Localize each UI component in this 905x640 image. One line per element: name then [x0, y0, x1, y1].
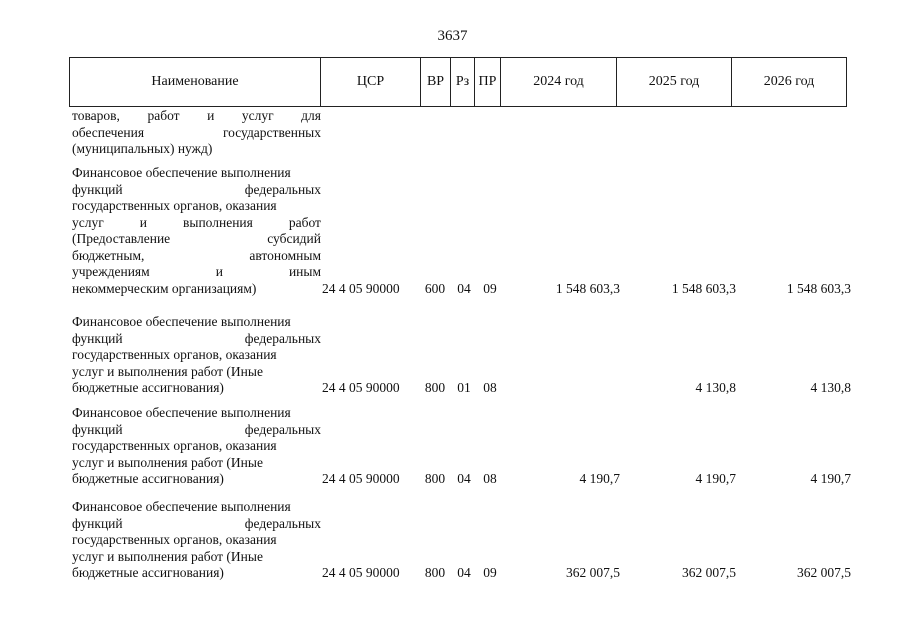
header-pr: ПР — [475, 58, 501, 107]
row-2025: 4 190,7 — [695, 471, 736, 486]
row-csr: 24 4 05 90000 — [322, 380, 400, 395]
row-2025: 362 007,5 — [682, 565, 736, 580]
row-2025: 4 130,8 — [695, 380, 736, 395]
row-rz: 01 — [457, 380, 471, 395]
row-csr: 24 4 05 90000 — [322, 471, 400, 486]
header-vr: ВР — [421, 58, 451, 107]
header-name: Наименование — [70, 58, 321, 107]
page-number: 3637 — [437, 28, 468, 44]
row-pr: 09 — [483, 280, 497, 296]
row-pr: 08 — [483, 471, 497, 486]
row-2024: 362 007,5 — [566, 565, 620, 580]
row-vr: 800 — [424, 471, 446, 486]
row-rz: 04 — [457, 565, 471, 580]
row-2026: 4 130,8 — [810, 380, 851, 395]
row-2024: 4 190,7 — [579, 471, 620, 486]
row-csr: 24 4 05 90000 — [322, 280, 400, 296]
row-2024: 1 548 603,3 — [555, 280, 620, 296]
table-header — [69, 57, 847, 107]
row-rz: 04 — [457, 280, 471, 296]
row-2026: 4 190,7 — [810, 471, 851, 486]
header-2024: 2024 год — [501, 58, 617, 107]
header-2026: 2026 год — [732, 58, 847, 107]
row-vr: 800 — [424, 565, 446, 580]
row-2026: 362 007,5 — [797, 565, 851, 580]
row-name: Финансовое обеспечение выполнения функций федеральных государственных органов, оказания услуг и выполнения работ (Иные бюджетные ассигнования) — [72, 405, 321, 486]
row-name: Финансовое обеспечение выполнения функций федеральных государственных органов, оказания услуг и выполнения работ (Иные бюджетные ассигнования) — [72, 314, 321, 395]
row-name: Финансовое обеспечение выполнения функций федеральных государственных органов, оказания услуг и выполнения работ (Предоставление субсидий бюджетным, автономным учреждениям и иным некоммерческим организациям) — [72, 165, 321, 296]
row-name: Финансовое обеспечение выполнения функций федеральных государственных органов, оказания услуг и выполнения работ (Иные бюджетные ассигнования) — [72, 499, 321, 580]
header-2025: 2025 год — [617, 58, 732, 107]
row-vr: 800 — [424, 380, 446, 395]
header-rz: Рз — [451, 58, 475, 107]
row-vr: 600 — [424, 280, 446, 296]
row-pr: 08 — [483, 380, 497, 395]
row-2025: 1 548 603,3 — [671, 280, 736, 296]
row-pr: 09 — [483, 565, 497, 580]
header-csr: ЦСР — [321, 58, 421, 107]
row-csr: 24 4 05 90000 — [322, 565, 400, 580]
row-rz: 04 — [457, 471, 471, 486]
row-2026: 1 548 603,3 — [786, 280, 851, 296]
row-name: товаров, работ и услуг для обеспечения государственных (муниципальных) нужд) — [72, 108, 321, 156]
